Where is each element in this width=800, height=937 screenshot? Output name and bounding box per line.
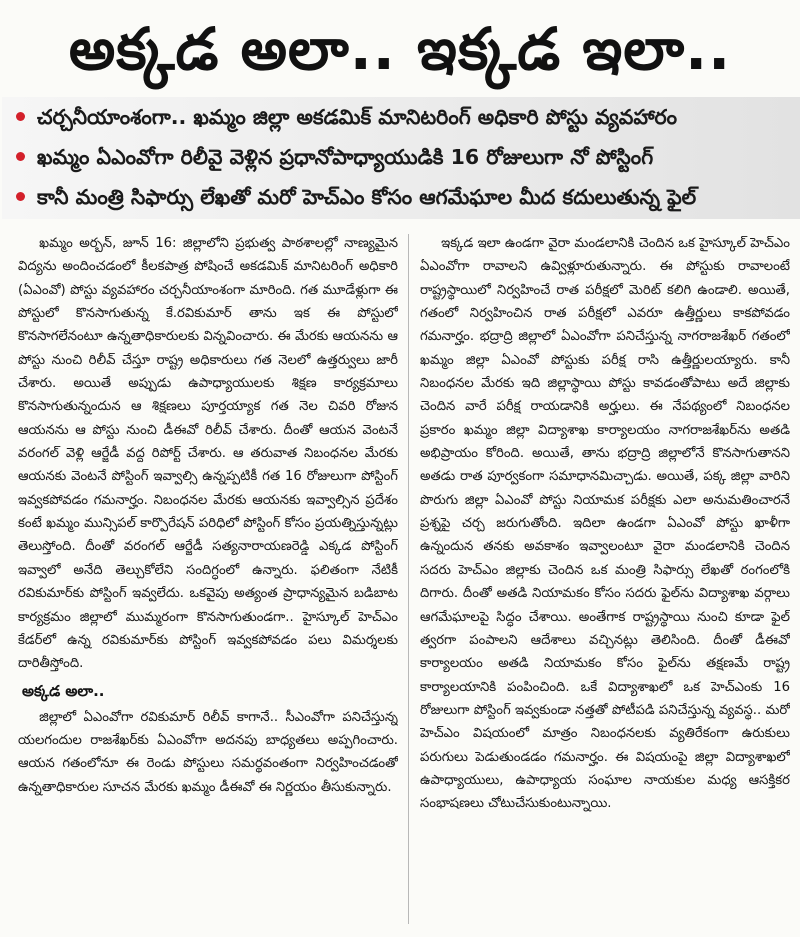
highlight-text: ఖమ్మం ఏఎంవోగా రిలీవై వెళ్లిన ప్రధానోపాధ్యాయుడికి 16 రోజులుగా నో పోస్టింగ్ [37, 145, 654, 169]
column-divider [408, 234, 409, 924]
article-paragraph: జిల్లాలో ఏఎంవోగా రవికుమార్ రిలీవ్ కాగానే.. సీఎంవోగా పనిచేస్తున్న యలగందుల రాజశేఖర్‌కు ఏఎంవోగా అదనపు బాధ్యతలు అప్పగించారు. ఆయన గతంలోనూ ఈ రెండు పోస్టులు సమర్థవంతంగా నిర్వహించడంతో ఉన్నతాధికారుల సూచన మేరకు ఖమ్మం డీఈవో ఈ నిర్ణయం తీసుకున్నారు. [18, 709, 398, 795]
highlight-item [2, 137, 800, 177]
bullet-icon [16, 112, 25, 121]
highlight-item [2, 97, 800, 137]
headline: అక్కడ అలా.. ఇక్కడ ఇలా.. [68, 15, 732, 83]
bullet-icon [16, 192, 25, 201]
article-subheading: అక్కడ అలా.. [22, 681, 105, 700]
highlight-item [2, 177, 800, 217]
article-column-right [420, 232, 790, 927]
highlights-box [2, 97, 800, 219]
bullet-icon [16, 152, 25, 161]
article-paragraph: ఖమ్మం అర్బన్, జూన్ 16: జిల్లాలోని ప్రభుత్వ పాఠశాలల్లో నాణ్యమైన విద్యను అందించడంలో కీలకపాత్ర పోషించే అకడమిక్ మానిటరింగ్ అధికారి (ఏఎంవో) పోస్టు వ్యవహారం చర్చనీయాంశంగా మారింది. గత మూడేళ్లుగా ఈ పోస్టులో కొనసాగుతున్న కే.రవికుమార్ తాను ఇక ఈ పోస్టులో కొనసాగలేనంటూ ఉన్నతాధికారులకు విన్నవించారు. ఈ మేరకు ఆయనను ఆ పోస్టు నుంచి రిలీవ్ చేస్తూ రాష్ట్ర అధికారులు గత నెలలో ఉత్తర్వులు జారీ చేశారు. అయితే అప్పుడు ఉపాధ్యాయులకు శిక్షణ కార్యక్రమాలు కొనసాగుతున్నందున ఆ శిక్షణలు పూర్తయ్యాక గత నెల చివరి రోజున ఆయనను ఆ పోస్టు నుంచి డీఈవో రిలీవ్ చేశారు. దీంతో ఆయన వెంటనే వరంగల్ వెళ్లి ఆర్జేడీ వద్ద రిపోర్ట్ చేశారు. ఆ తరువాత నిబంధనల మేరకు ఆయనకు వెంటనే పోస్టింగ్ ఇవ్వాల్సి ఉన్నప్పటికీ గత 16 రోజులుగా పోస్టింగ్ ఇవ్వకపోవడం గమనార్హం. నిబంధనల మేరకు ఆయనకు ఇవ్వాల్సిన ప్రదేశం కంటే ఖమ్మం మున్సిపల్ కార్పొరేషన్ పరిధిలో పోస్టింగ్ కోసం ప్రయత్నిస్తున్నట్లు తెలుస్తోంది. దీంతో వరంగల్ ఆర్జేడీ సత్యనారాయణరెడ్డి ఎక్కడ పోస్టింగ్ ఇవ్వాలో అనేది తెల్చుకోలేని సందిగ్ధంలో ఉన్నారు. ఫలితంగా నేటికీ రవికుమార్‌కు పోస్టింగ్ ఇవ్వలేదు. ఒకవైపు అత్యంత ప్రాధాన్యమైన బడిబాట కార్యక్రమం జిల్లాలో ముమ్మరంగా కొనసాగుతుండగా.. హైస్కూల్ హెచ్ఎం కేడర్‌లో ఉన్న రవికుమార్‌కు పోస్టింగ్ ఇవ్వకపోవడం పలు విమర్శలకు దారితీస్తోంది. [18, 236, 398, 672]
highlight-text: కానీ మంత్రి సిఫార్సు లేఖతో మరో హెచ్ఎం కోసం ఆగమేఘాల మీద కదులుతున్న ఫైల్ [37, 185, 697, 209]
article-paragraph: ఇక్కడ ఇలా ఉండగా వైరా మండలానికి చెందిన ఒక హైస్కూల్ హెచ్ఎం ఏఎంవోగా రావాలని ఉవ్విళ్లూరుతున్నారు. ఈ పోస్టుకు రావాలంటే రాష్ట్రస్థాయిలో నిర్వహించే రాత పరీక్షలో మెరిట్ కలిగి ఉండాలి. అయితే, గతంలో నిర్వహించిన రాత పరీక్షలో ఎవరూ ఉత్తీర్ణులు కాకపోవడం గమనార్హం. భద్రాద్రి జిల్లాలో ఏఎంవోగా పనిచేస్తున్న నాగరాజశేఖర్ గతంలో ఖమ్మం జిల్లా ఏఎంవో పోస్టుకు పరీక్ష రాసి ఉత్తీర్ణులయ్యారు. కానీ నిబంధనల మేరకు ఇది జిల్లాస్థాయి పోస్టు కావడంతోపాటు అదే జిల్లాకు చెందిన వారే పరీక్ష రాయడానికి అర్హులు. ఈ నేపథ్యంలో నిబంధనల ప్రకారం ఖమ్మం జిల్లా విద్యాశాఖ కార్యాలయం నాగరాజశేఖర్‌ను అతడి అభిప్రాయం కోరింది. అయితే, తాను భద్రాద్రి జిల్లాలోనే కొనసాగుతానని అతడు రాత పూర్వకంగా సమాధానమిచ్చాడు. అయితే, పక్క జిల్లా వారిని పొరుగు జిల్లా ఏఎంవో పోస్టు నియామక పరీక్షకు ఎలా అనుమతించారనే ప్రశ్నపై చర్చ జరుగుతోంది. ఇదిలా ఉండగా ఏఎంవో పోస్టు ఖాళీగా ఉన్నందున తనకు అవకాశం ఇవ్వాలంటూ వైరా మండలానికి చెందిన సదరు హెచ్ఎం జిల్లాకు చెందిన ఒక మంత్రి సిఫార్సు లేఖతో రంగంలోకి దిగారు. దీంతో అతడి నియామకం కోసం సదరు ఫైల్‌ను విద్యాశాఖ వర్గాలు ఆగమేఘాలపై సిద్ధం చేశాయి. అంతేగాక రాష్ట్రస్థాయి నుంచి కూడా ఫైల్ త్వరగా పంపాలని ఆదేశాలు వచ్చినట్లు తెలిసింది. దీంతో డీఈవో కార్యాలయం అతడి నియామకం కోసం ఫైల్‌ను తక్షణమే రాష్ట్ర కార్యాలయానికి పంపించింది. ఒకే విద్యాశాఖలో ఒక హెచ్ఎంకు 16 రోజులుగా పోస్టింగ్ ఇవ్వకుండా నత్తతో పోటీపడి పనిచేస్తున్న వ్యవస్థ.. మరో హెచ్ఎం విషయంలో మాత్రం నిబంధనలకు వ్యతిరేకంగా ఉరుకులు పరుగులు పెడుతుండడం గమనార్హం. ఈ విషయంపై జిల్లా విద్యాశాఖలో ఉపాధ్యాయులు, ఉపాధ్యాయ సంఘాల నాయకుల మధ్య ఆసక్తికర సంభాషణలు చోటుచేసుకుంటున్నాయి. [420, 236, 790, 812]
highlight-text: చర్చనీయాంశంగా.. ఖమ్మం జిల్లా అకడమిక్ మానిటరింగ్ అధికారి పోస్టు వ్యవహారం [37, 105, 678, 129]
article-column-left [18, 232, 398, 927]
